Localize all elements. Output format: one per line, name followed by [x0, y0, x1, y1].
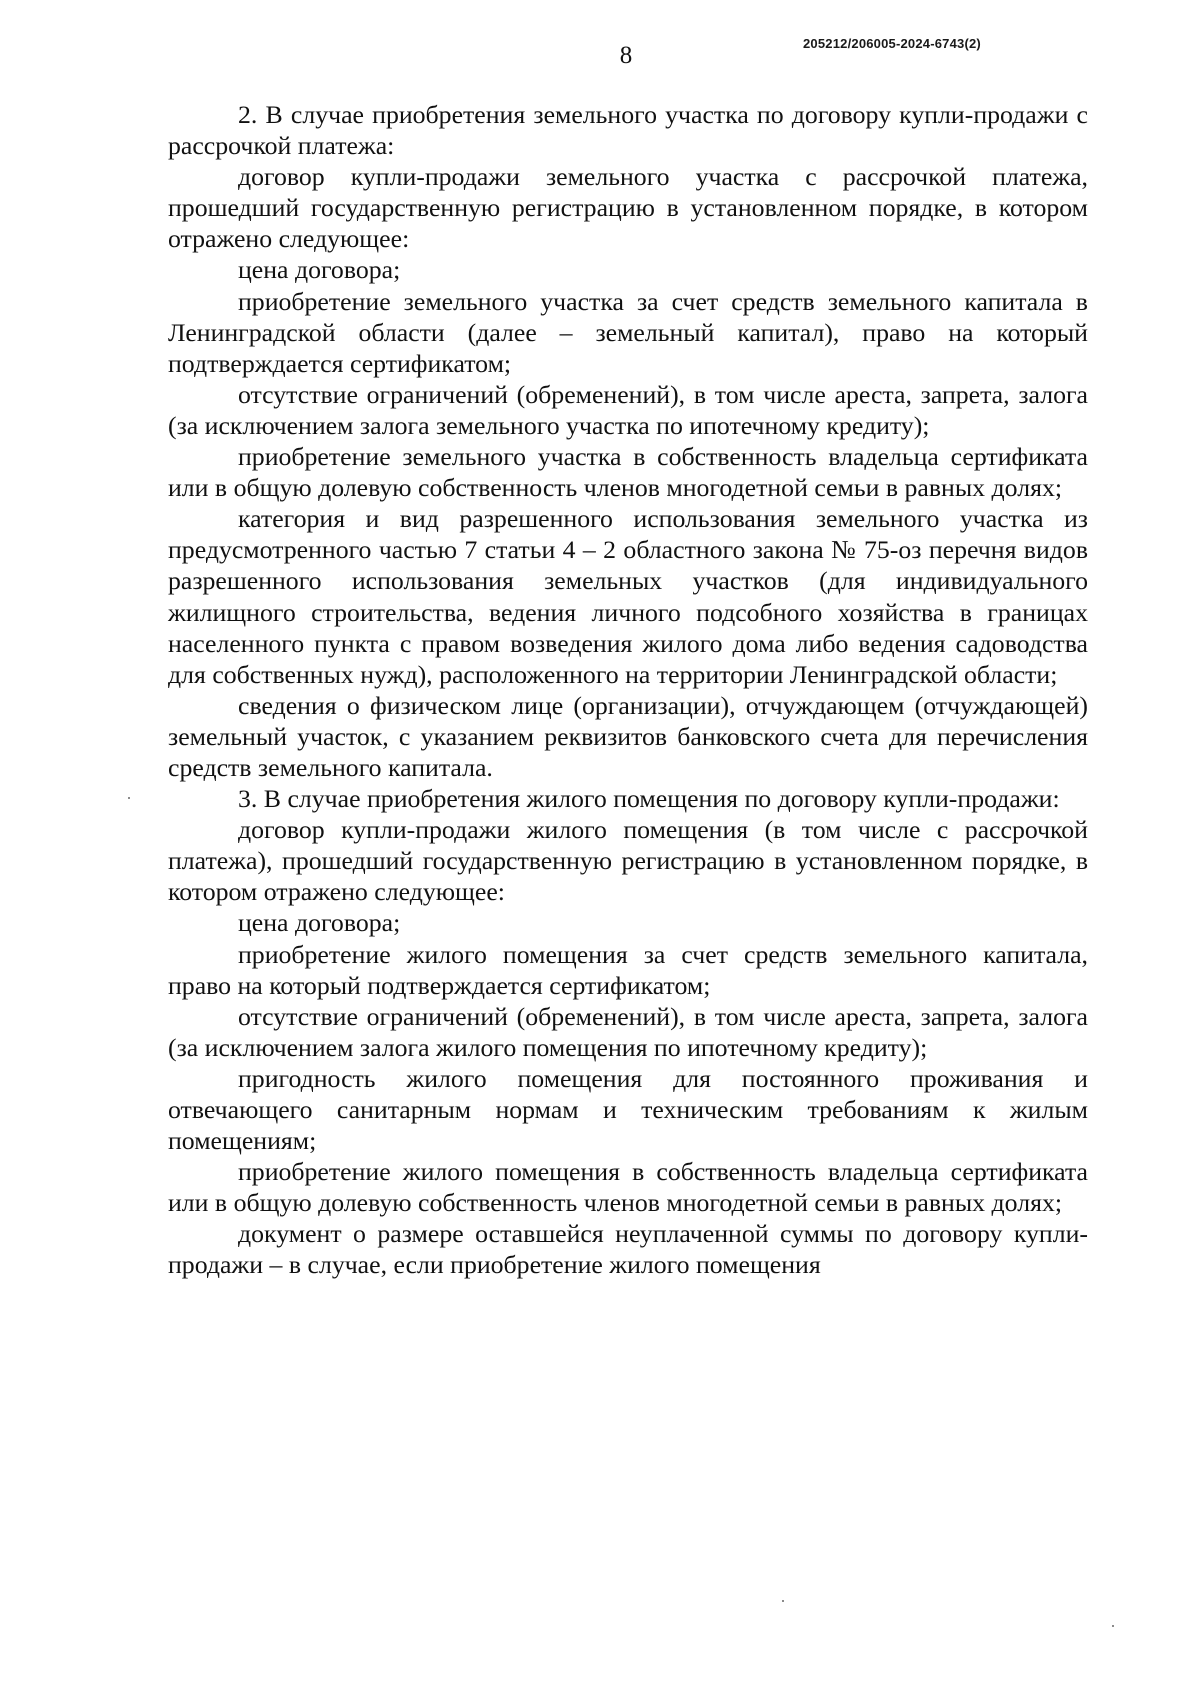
document-registration-number: 205212/206005-2024-6743(2) [803, 36, 981, 51]
paragraph-section-2-heading: 2. В случае приобретения земельного участка по договору купли-продажи с рассрочкой платежа: [168, 100, 1088, 161]
paragraph-ownership: приобретение земельного участка в собственность владельца сертификата или в общую долевую собственность членов многодетной семьи в равных долях; [168, 442, 1088, 503]
paragraph-seller-details: сведения о физическом лице (организации), отчуждающем (отчуждающей) земельный участок, с указанием реквизитов банковского счета для перечисления средств земельного капитала. [168, 690, 1088, 782]
paragraph-housing-suitability: пригодность жилого помещения для постоянного проживания и отвечающего санитарным нормам и техническим требованиям к жилым помещениям; [168, 1063, 1088, 1156]
paragraph-housing-ownership: приобретение жилого помещения в собственность владельца сертификата или в общую долевую собственность членов многодетной семьи в равных долях; [168, 1157, 1088, 1218]
paragraph-housing-contract: договор купли-продажи жилого помещения (в том числе с рассрочкой платежа), прошедший государственную регистрацию в установленном порядке, в котором отражено следующее: [168, 815, 1088, 907]
paragraph-no-encumbrances: отсутствие ограничений (обременений), в том числе ареста, запрета, залога (за исключением залога земельного участка по ипотечному кредиту); [168, 379, 1088, 440]
paragraph-land-category: категория и вид разрешенного использования земельного участка из предусмотренного частью 7 статьи 4 – 2 областного закона № 75-оз перечня видов разрешенного использования земельных участков (для индивидуального жилищного строительства, ведения личного подсобного хозяйства в границах населенного пункта с правом возведения жилого дома либо ведения садоводства для собственных нужд), расположенного на территории Ленинградской области; [168, 504, 1088, 689]
scan-speck [128, 797, 130, 799]
paragraph-contract-price: цена договора; [238, 255, 401, 285]
scan-speck [782, 1600, 784, 1602]
page-number: 8 [619, 42, 633, 69]
paragraph-land-capital-funds: приобретение земельного участка за счет средств земельного капитала в Ленинградской области (далее – земельный капитал), право на который подтверждается сертификатом; [168, 286, 1088, 378]
scan-speck [1112, 1625, 1114, 1627]
paragraph-housing-no-encumbrances: отсутствие ограничений (обременений), в том числе ареста, запрета, залога (за исключением залога жилого помещения по ипотечному кредиту); [168, 1001, 1088, 1062]
paragraph-section-3-heading: 3. В случае приобретения жилого помещения по договору купли-продажи: [238, 784, 1060, 814]
paragraph-land-installment-contract: договор купли-продажи земельного участка с рассрочкой платежа, прошедший государственную регистрацию в установленном порядке, в котором отражено следующее: [168, 162, 1088, 254]
document-body [168, 99, 1088, 1281]
paragraph-housing-contract-price: цена договора; [238, 908, 401, 938]
paragraph-housing-capital-funds: приобретение жилого помещения за счет средств земельного капитала, право на который подтверждается сертификатом; [168, 939, 1088, 1000]
paragraph-unpaid-amount-document: документ о размере оставшейся неуплаченной суммы по договору купли-продажи – в случае, если приобретение жилого помещения [168, 1219, 1088, 1280]
